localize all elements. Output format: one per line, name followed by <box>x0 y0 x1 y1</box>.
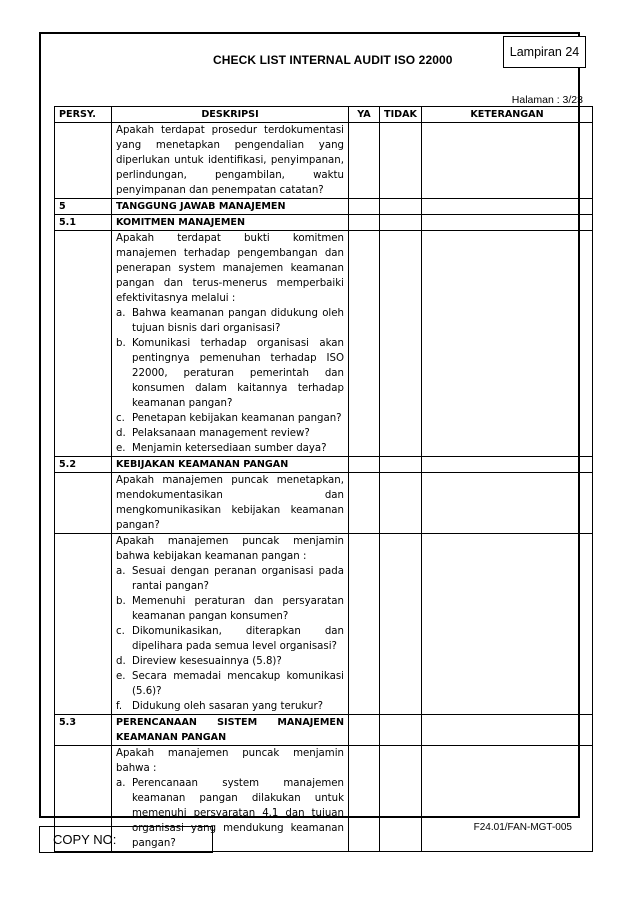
item-text: Bahwa keamanan pangan didukung oleh tujuan bisnis dari organisasi? <box>132 308 344 334</box>
form-code: F24.01/FAN-MGT-005 <box>473 822 572 833</box>
item-text: Direview kesesuainnya (5.8)? <box>132 656 282 667</box>
table-row <box>55 123 593 199</box>
list-item <box>116 654 344 669</box>
keterangan-cell <box>422 715 593 746</box>
ya-cell <box>349 199 380 215</box>
section-number: 5.3 <box>55 715 112 746</box>
deskripsi-cell <box>112 534 349 715</box>
list-item <box>116 306 344 336</box>
keterangan-cell <box>422 215 593 231</box>
keterangan-cell <box>422 199 593 215</box>
item-text: Komunikasi terhadap organisasi akan pentingnya pemenuhan terhadap ISO 22000, peraturan pemerintah dan konsumen dalam kaitannya terhadap keamanan pangan? <box>132 338 344 409</box>
col-header-keterangan: KETERANGAN <box>422 107 593 123</box>
list-item <box>116 411 344 426</box>
section-number: 5 <box>55 199 112 215</box>
ya-cell <box>349 715 380 746</box>
section-number: 5.1 <box>55 215 112 231</box>
col-header-persy: PERSY. <box>55 107 112 123</box>
question-intro: Apakah manajemen puncak menjamin bahwa kebijakan keamanan pangan : <box>116 536 344 562</box>
ya-cell[interactable] <box>349 534 380 715</box>
table-row <box>55 473 593 534</box>
item-marker: a. <box>116 566 126 577</box>
tidak-cell[interactable] <box>380 123 422 199</box>
section-title: KOMITMEN MANAJEMEN <box>112 215 349 231</box>
item-marker: f. <box>116 701 123 712</box>
ya-cell[interactable] <box>349 231 380 457</box>
keterangan-cell[interactable] <box>422 123 593 199</box>
item-marker: d. <box>116 656 126 667</box>
table-header-row <box>55 107 593 123</box>
table-row <box>55 231 593 457</box>
section-row-5-2 <box>55 457 593 473</box>
tidak-cell[interactable] <box>380 231 422 457</box>
item-text: Penetapan kebijakan keamanan pangan? <box>132 413 342 424</box>
document-title: CHECK LIST INTERNAL AUDIT ISO 22000 <box>213 53 453 67</box>
list-item <box>116 624 344 654</box>
deskripsi-cell <box>112 123 349 199</box>
lampiran-label: Lampiran 24 <box>503 36 586 68</box>
col-header-tidak: TIDAK <box>380 107 422 123</box>
item-text: Pelaksanaan management review? <box>132 428 310 439</box>
section-row-5-3 <box>55 715 593 746</box>
item-text: Dikomunikasikan, diterapkan dan dipelihara pada semua level organisasi? <box>132 626 344 652</box>
item-marker: e. <box>116 671 126 682</box>
keterangan-cell <box>422 457 593 473</box>
persy-cell <box>55 123 112 199</box>
item-marker: c. <box>116 626 125 637</box>
audit-checklist-table <box>54 106 593 852</box>
list-item <box>116 669 344 699</box>
tidak-cell[interactable] <box>380 534 422 715</box>
section-title: PERENCANAAN SISTEM MANAJEMEN KEAMANAN PANGAN <box>112 715 349 746</box>
ya-cell[interactable] <box>349 123 380 199</box>
section-row-5 <box>55 199 593 215</box>
item-marker: a. <box>116 308 126 319</box>
item-marker: d. <box>116 428 126 439</box>
deskripsi-cell <box>112 231 349 457</box>
keterangan-cell[interactable] <box>422 746 593 852</box>
page-number: Halaman : 3/23 <box>511 94 583 106</box>
item-marker: c. <box>116 413 125 424</box>
question-intro: Apakah manajemen puncak menjamin bahwa : <box>116 748 344 774</box>
question-intro: Apakah terdapat bukti komitmen manajemen terhadap pengembangan dan penerapan system manajemen keamanan pangan dan terus-menerus memperbaiki efektivitasnya melalui : <box>116 233 344 304</box>
section-title: KEBIJAKAN KEAMANAN PANGAN <box>112 457 349 473</box>
question-sublist <box>116 564 344 714</box>
tidak-cell <box>380 215 422 231</box>
table-row <box>55 534 593 715</box>
item-text: Didukung oleh sasaran yang terukur? <box>132 701 324 712</box>
list-item <box>116 699 344 714</box>
item-marker: a. <box>116 778 126 789</box>
ya-cell[interactable] <box>349 473 380 534</box>
section-number: 5.2 <box>55 457 112 473</box>
copy-number-box: COPY NO: <box>39 826 213 853</box>
list-item <box>116 564 344 594</box>
section-row-5-1 <box>55 215 593 231</box>
question-sublist <box>116 306 344 456</box>
persy-cell <box>55 231 112 457</box>
persy-cell <box>55 534 112 715</box>
col-header-ya: YA <box>349 107 380 123</box>
tidak-cell[interactable] <box>380 473 422 534</box>
item-text: Sesuai dengan peranan organisasi pada rantai pangan? <box>132 566 344 592</box>
tidak-cell <box>380 715 422 746</box>
keterangan-cell[interactable] <box>422 473 593 534</box>
ya-cell <box>349 457 380 473</box>
tidak-cell <box>380 199 422 215</box>
tidak-cell[interactable] <box>380 746 422 852</box>
ya-cell <box>349 215 380 231</box>
question-text: Apakah manajemen puncak menetapkan, mendokumentasikan dan mengkomunikasikan kebijakan keamanan pangan? <box>116 475 344 531</box>
col-header-deskripsi: DESKRIPSI <box>112 107 349 123</box>
list-item <box>116 594 344 624</box>
item-marker: e. <box>116 443 126 454</box>
section-title: TANGGUNG JAWAB MANAJEMEN <box>112 199 349 215</box>
list-item <box>116 426 344 441</box>
item-text: Secara memadai mencakup komunikasi (5.6)? <box>132 671 344 697</box>
question-text: Apakah terdapat prosedur terdokumentasi yang menetapkan pengendalian yang diperlukan untuk identifikasi, penyimpanan, perlindungan, pengambilan, waktu penyimpanan dan penempatan catatan? <box>116 125 344 196</box>
item-text: Memenuhi peraturan dan persyaratan keamanan pangan konsumen? <box>132 596 344 622</box>
item-text: Perencanaan system manajemen keamanan pangan dilakukan untuk memenuhi persyaratan 4.1 dan tujuan organisasi yang mendukung keamanan pangan? <box>132 778 344 849</box>
deskripsi-cell <box>112 473 349 534</box>
list-item <box>116 441 344 456</box>
tidak-cell <box>380 457 422 473</box>
keterangan-cell[interactable] <box>422 231 593 457</box>
keterangan-cell[interactable] <box>422 534 593 715</box>
persy-cell <box>55 473 112 534</box>
item-marker: b. <box>116 596 126 607</box>
ya-cell[interactable] <box>349 746 380 852</box>
list-item <box>116 336 344 411</box>
item-text: Menjamin ketersediaan sumber daya? <box>132 443 327 454</box>
item-marker: b. <box>116 338 126 349</box>
